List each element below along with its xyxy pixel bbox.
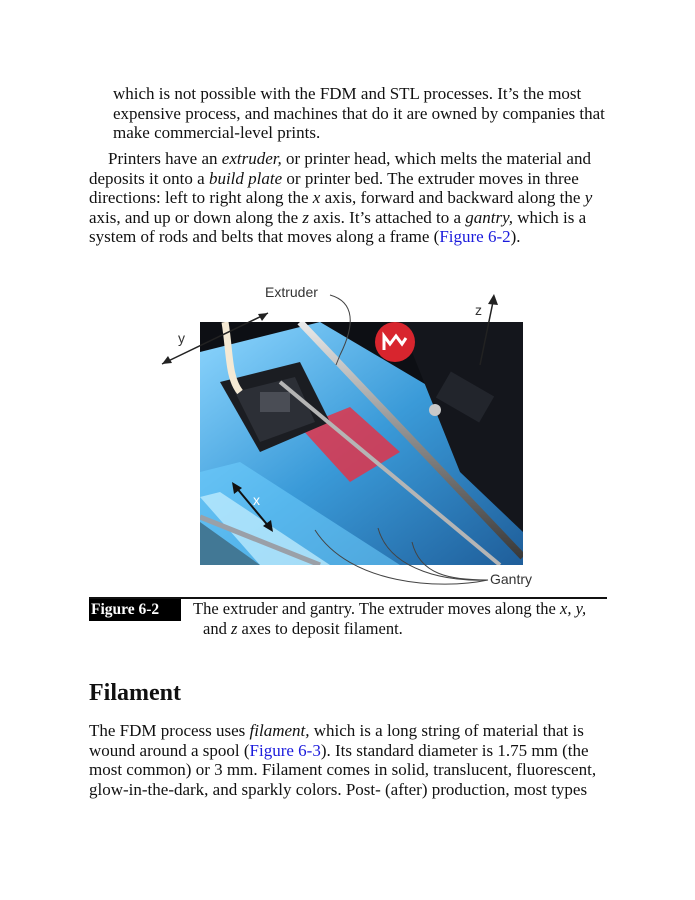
annotation-lines [150, 280, 550, 590]
figure-6-3-link[interactable]: Figure 6-3 [249, 740, 321, 760]
section-heading: Filament [89, 680, 181, 706]
extruder-paragraph: Printers have an extruder, or printer head, which melts the material and deposits it onto a build plate or printer bed. The extruder moves in three directions: left to right along the x axis, forward and backward along the y axis, and up or down along the z axis. It’s attached to a gantry, which is a system of rods and belts that moves along a frame (Figure 6-2). [89, 149, 593, 246]
x-axis-label: x [253, 492, 260, 508]
filament-paragraph: The FDM process uses filament, which is a long string of material that is wound around a spool (Figure 6-3). Its standard diameter is 1.75 mm (the most common) or 3 mm. Filament comes in solid, translucent, fluorescent, glow-in-the-dark, and sparkly colors. Post- (after) production, most types [89, 721, 597, 799]
figure-label: Figure 6-2 [89, 599, 181, 621]
figure-6-2 [150, 280, 550, 590]
figure-6-2-link[interactable]: Figure 6-2 [439, 227, 511, 246]
figure-caption: The extruder and gantry. The extruder moves along the x, y, and z axes to deposit filament. [193, 599, 587, 638]
extruder-label: Extruder [265, 284, 318, 300]
intro-paragraph: which is not possible with the FDM and STL processes. It’s the most expensive process, and machines that do it are owned by companies that make commercial-level prints. [113, 84, 605, 142]
y-axis-label: y [178, 330, 185, 346]
gantry-label: Gantry [490, 571, 533, 587]
z-axis-label: z [475, 302, 482, 318]
